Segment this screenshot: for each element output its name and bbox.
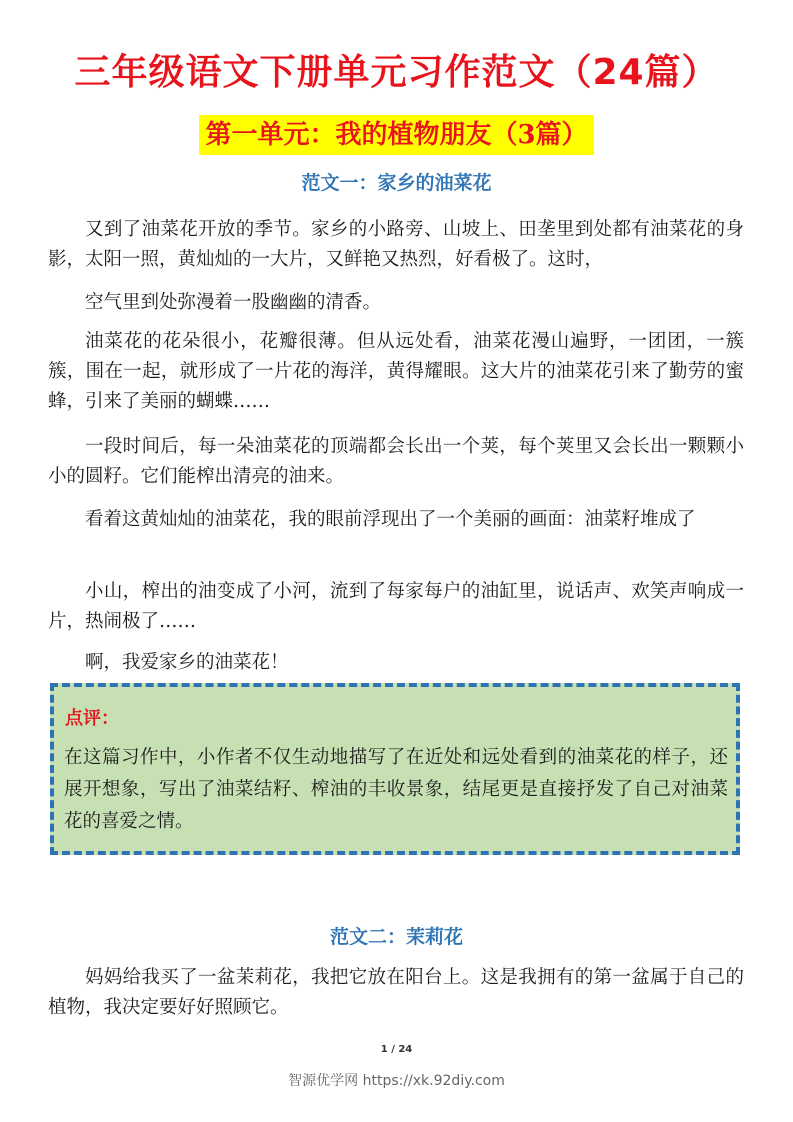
footer-source: 智源优学网 https://xk.92diy.com <box>288 1073 505 1089</box>
comment-text: 在这篇习作中，小作者不仅生动地描写了在近处和远处看到的油菜花的样子，还展开想象，写出了油菜结籽、榨油的丰收景象，结尾更是直接抒发了自己对油菜花的喜爱之情。 <box>64 747 728 832</box>
essay-1-paragraph: 小山，榨出的油变成了小河，流到了每家每户的油缸里，说话声、欢笑声响成一片，热闹极了…… <box>48 581 744 632</box>
essay-1-paragraph: 空气里到处弥漫着一股幽幽的清香。 <box>85 292 382 313</box>
essay-1-paragraph: 又到了油菜花开放的季节。家乡的小路旁、山坡上、田垄里到处都有油菜花的身影，太阳一照，黄灿灿的一大片，又鲜艳又热烈，好看极了。这时， <box>48 219 744 270</box>
essay-1-paragraph: 一段时间后，每一朵油菜花的顶端都会长出一个荚，每个荚里又会长出一颗颗小小的圆籽。它们能榨出清亮的油来。 <box>48 436 744 487</box>
essay-2-title: 范文二：茉莉花 <box>329 926 463 948</box>
unit-title-wrapper <box>0 115 793 155</box>
essay-1-paragraph: 看着这黄灿灿的油菜花，我的眼前浮现出了一个美丽的画面：油菜籽堆成了 <box>85 509 696 530</box>
essay-1-paragraph: 啊，我爱家乡的油菜花！ <box>85 652 289 673</box>
comment-label: 点评： <box>65 708 119 729</box>
comment-box <box>50 683 740 855</box>
essay-1-paragraph: 油菜花的花朵很小，花瓣很薄。但从远处看，油菜花漫山遍野，一团团，一簇簇，围在一起，就形成了一片花的海洋，黄得耀眼。这大片的油菜花引来了勤劳的蜜蜂，引来了美丽的蝴蝶…… <box>48 331 744 412</box>
essay-2-paragraph: 妈妈给我买了一盆茉莉花，我把它放在阳台上。这是我拥有的第一盆属于自己的植物，我决定要好好照顾它。 <box>48 967 744 1018</box>
page-number: 1 / 24 <box>380 1044 413 1055</box>
document-title: 三年级语文下册单元习作范文（24篇） <box>74 52 719 93</box>
essay-1-title: 范文一：家乡的油菜花 <box>301 172 492 194</box>
unit-title: 第一单元：我的植物朋友（3篇） <box>199 115 593 155</box>
